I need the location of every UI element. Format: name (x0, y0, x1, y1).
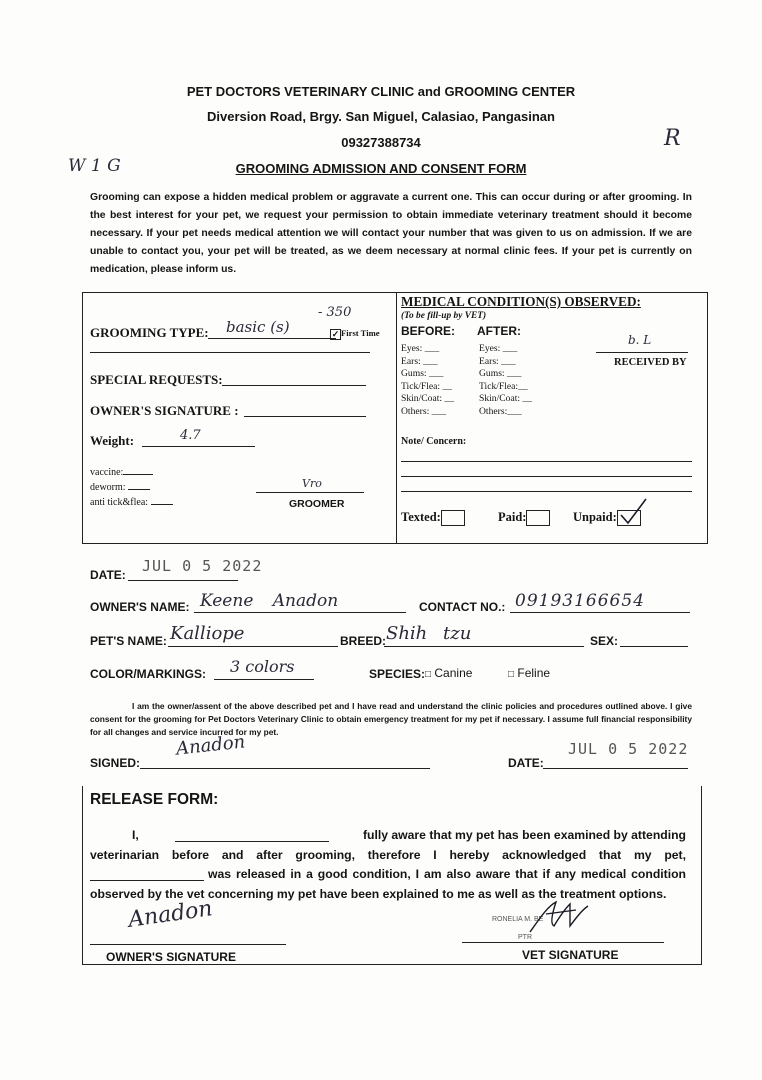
release-line-3 (90, 865, 686, 885)
grooming-type-value[interactable]: basic (s) (226, 318, 290, 336)
grooming-type-extra-line (90, 352, 370, 353)
pet-name-line (168, 646, 338, 647)
signed-value[interactable]: Anadon (175, 731, 247, 760)
checkmark-icon (618, 497, 648, 525)
form-title: GROOMING ADMISSION AND CONSENT FORM (235, 161, 527, 176)
sex-line[interactable] (620, 646, 688, 647)
weight-label: Weight: (90, 433, 135, 448)
special-requests-label: SPECIAL REQUESTS: (90, 372, 223, 387)
consent-date-value[interactable]: JUL 0 5 2022 (568, 740, 689, 758)
deworm-label: deworm: (90, 482, 126, 493)
vaccine-label: vaccine: (90, 467, 124, 478)
texted-checkbox[interactable] (441, 510, 465, 526)
unpaid-checkbox[interactable] (617, 510, 641, 526)
before-tick-flea[interactable]: Tick/Flea: __ (401, 380, 453, 392)
clinic-name: PET DOCTORS VETERINARY CLINIC and GROOMING CENTER (186, 84, 576, 99)
release-title: RELEASE FORM: (90, 791, 219, 808)
owner-name-label: OWNER'S NAME: (90, 600, 190, 614)
feline-label: Feline (517, 666, 551, 680)
note-label: Note/ Concern: (401, 436, 467, 447)
first-time-label: First Time (341, 328, 380, 338)
canine-label: Canine (434, 666, 473, 680)
before-skin-coat[interactable]: Skin/Coat: __ (401, 393, 455, 404)
before-label: BEFORE: (401, 324, 455, 338)
first-time-checkmark: ✓ (331, 329, 340, 339)
medical-subtitle: (To be fill-up by VET) (401, 311, 487, 321)
color-value[interactable]: 3 colors (230, 657, 295, 676)
pet-name-label: PET'S NAME: (90, 634, 167, 648)
signed-label: SIGNED: (90, 756, 141, 770)
after-label: AFTER: (477, 324, 521, 338)
owner-name-value[interactable]: Keene Anadon (200, 591, 339, 611)
anti-tick-label: anti tick&flea: (90, 497, 149, 508)
note-line-2[interactable] (401, 476, 692, 477)
weight-line (142, 446, 255, 447)
vet-signature-icon (526, 896, 594, 936)
after-skin-coat[interactable]: Skin/Coat: __ (479, 393, 533, 404)
feline-checkbox[interactable]: □ (508, 669, 515, 680)
release-i-label: I, (132, 828, 139, 842)
paid-label: Paid: (498, 510, 527, 524)
clinic-address: Diversion Road, Brgy. San Miguel, Calasiao, Pangasinan (207, 109, 555, 124)
vaccine-field[interactable] (90, 467, 153, 478)
signed-line (140, 768, 430, 769)
release-line-3-text: was released in a good condition, I am also aware that if any medical condition (208, 867, 686, 881)
unpaid-label: Unpaid: (573, 510, 617, 524)
before-list (401, 343, 454, 418)
anti-tick-field[interactable] (90, 497, 173, 508)
owner-sig-value: Anadon (126, 896, 214, 933)
first-time-checkbox[interactable] (330, 328, 380, 340)
after-list (479, 343, 532, 418)
owner-signature-label: OWNER'S SIGNATURE : (90, 403, 239, 418)
owner-sig-label: OWNER'S SIGNATURE (106, 950, 236, 964)
after-tick-flea[interactable]: Tick/Flea:__ (479, 380, 528, 392)
clinic-phone: 09327388734 (341, 135, 421, 150)
unpaid-field[interactable] (573, 510, 641, 526)
contact-line (510, 612, 690, 613)
grooming-type-label: GROOMING TYPE: (90, 325, 209, 340)
canine-checkbox[interactable]: □ (425, 669, 432, 680)
medical-title: MEDICAL CONDITION(S) OBSERVED: (401, 294, 641, 309)
paid-field[interactable] (498, 510, 550, 526)
after-ears[interactable]: Ears: ___ (479, 355, 516, 367)
breed-value[interactable]: Shih tzu (386, 623, 472, 644)
consent-text: I am the owner/assent of the above described pet and I have read and understand the clinic policies and procedures outlined above. I give consent for the grooming for Pet Doctors Veterinary Clinic to obtain emergency treatment for my pet if necessary. I assume full financial responsibility for all changes and service incurred for my pet. (90, 701, 692, 737)
release-owner-name-line[interactable] (175, 826, 329, 842)
release-pet-name-line[interactable] (90, 865, 204, 881)
note-line-1[interactable] (401, 461, 692, 462)
weight-value[interactable]: 4.7 (180, 428, 201, 443)
margin-note-right: R (664, 126, 681, 151)
pet-name-value[interactable]: Kalliope (170, 623, 245, 644)
release-line-4: observed by the vet concerning my pet have been explained to me as well as the treatment options. (90, 886, 667, 901)
owner-sig-line[interactable] (90, 944, 286, 945)
breed-line (384, 646, 584, 647)
margin-note-left: W 1 G (68, 156, 121, 176)
date-line (128, 580, 238, 581)
before-others[interactable]: Others: ___ (401, 405, 447, 417)
owner-name-line (194, 612, 406, 613)
release-line-1-text: fully aware that my pet has been examined by attending (362, 828, 686, 842)
contact-label: CONTACT NO.: (419, 600, 506, 614)
vet-stamp-ptr: PTR (518, 934, 532, 941)
special-requests-line[interactable] (222, 385, 366, 386)
species-canine-option[interactable] (425, 666, 472, 680)
grooming-price-value: - 350 (318, 305, 352, 320)
received-by-label: RECEIVED BY (614, 357, 687, 368)
date-label: DATE: (90, 568, 126, 582)
release-text (90, 826, 686, 904)
deworm-field[interactable] (90, 482, 150, 493)
sex-label: SEX: (590, 634, 619, 648)
consent-date-line (543, 768, 688, 769)
vet-stamp-name: RONELIA M. BE (492, 916, 544, 923)
owner-signature-line[interactable] (244, 416, 366, 417)
release-line-1 (90, 826, 686, 846)
color-line (214, 679, 314, 680)
texted-field[interactable] (401, 510, 465, 526)
vet-sig-line[interactable] (462, 942, 664, 943)
before-ears[interactable]: Ears: ___ (401, 355, 438, 367)
after-eyes[interactable]: Eyes: ___ (479, 343, 518, 354)
texted-label: Texted: (401, 510, 441, 524)
groomer-value: Vro (302, 477, 322, 490)
species-feline-option[interactable] (508, 666, 550, 680)
note-line-3[interactable] (401, 491, 692, 492)
received-by-line[interactable] (596, 352, 688, 353)
date-value[interactable]: JUL 0 5 2022 (142, 557, 263, 575)
consent-date-label: DATE: (508, 756, 544, 770)
species-label: SPECIES: (369, 667, 426, 681)
release-line-2: veterinarian before and after grooming, therefore I hereby acknowledged that my pet, (90, 847, 686, 862)
grooming-type-line (208, 338, 336, 339)
after-others[interactable]: Others:___ (479, 405, 522, 417)
intro-paragraph: Grooming can expose a hidden medical problem or aggravate a current one. This can occur during or after grooming. In the best interest for your pet, we request your permission to obtain immediate veterinary treatment should it become necessary. If your pet needs medical attention we will contact your number that was given to us on admission. If we are unable to contact you, your pet will be treated, as we deem necessary at normal clinic fees. If your pet is currently on medication, please inform us. (90, 192, 692, 275)
after-gums[interactable]: Gums: ___ (479, 368, 522, 379)
received-by-value: b. L (628, 333, 652, 347)
contact-value[interactable]: 09193166654 (515, 591, 645, 611)
before-gums[interactable]: Gums: ___ (401, 368, 444, 379)
vet-sig-label: VET SIGNATURE (522, 948, 619, 962)
groomer-label: GROOMER (289, 498, 345, 510)
groomer-line[interactable] (256, 492, 364, 493)
color-label: COLOR/MARKINGS: (90, 667, 206, 681)
breed-label: BREED: (340, 634, 387, 648)
paid-checkbox[interactable] (526, 510, 550, 526)
before-eyes[interactable]: Eyes: ___ (401, 343, 440, 354)
